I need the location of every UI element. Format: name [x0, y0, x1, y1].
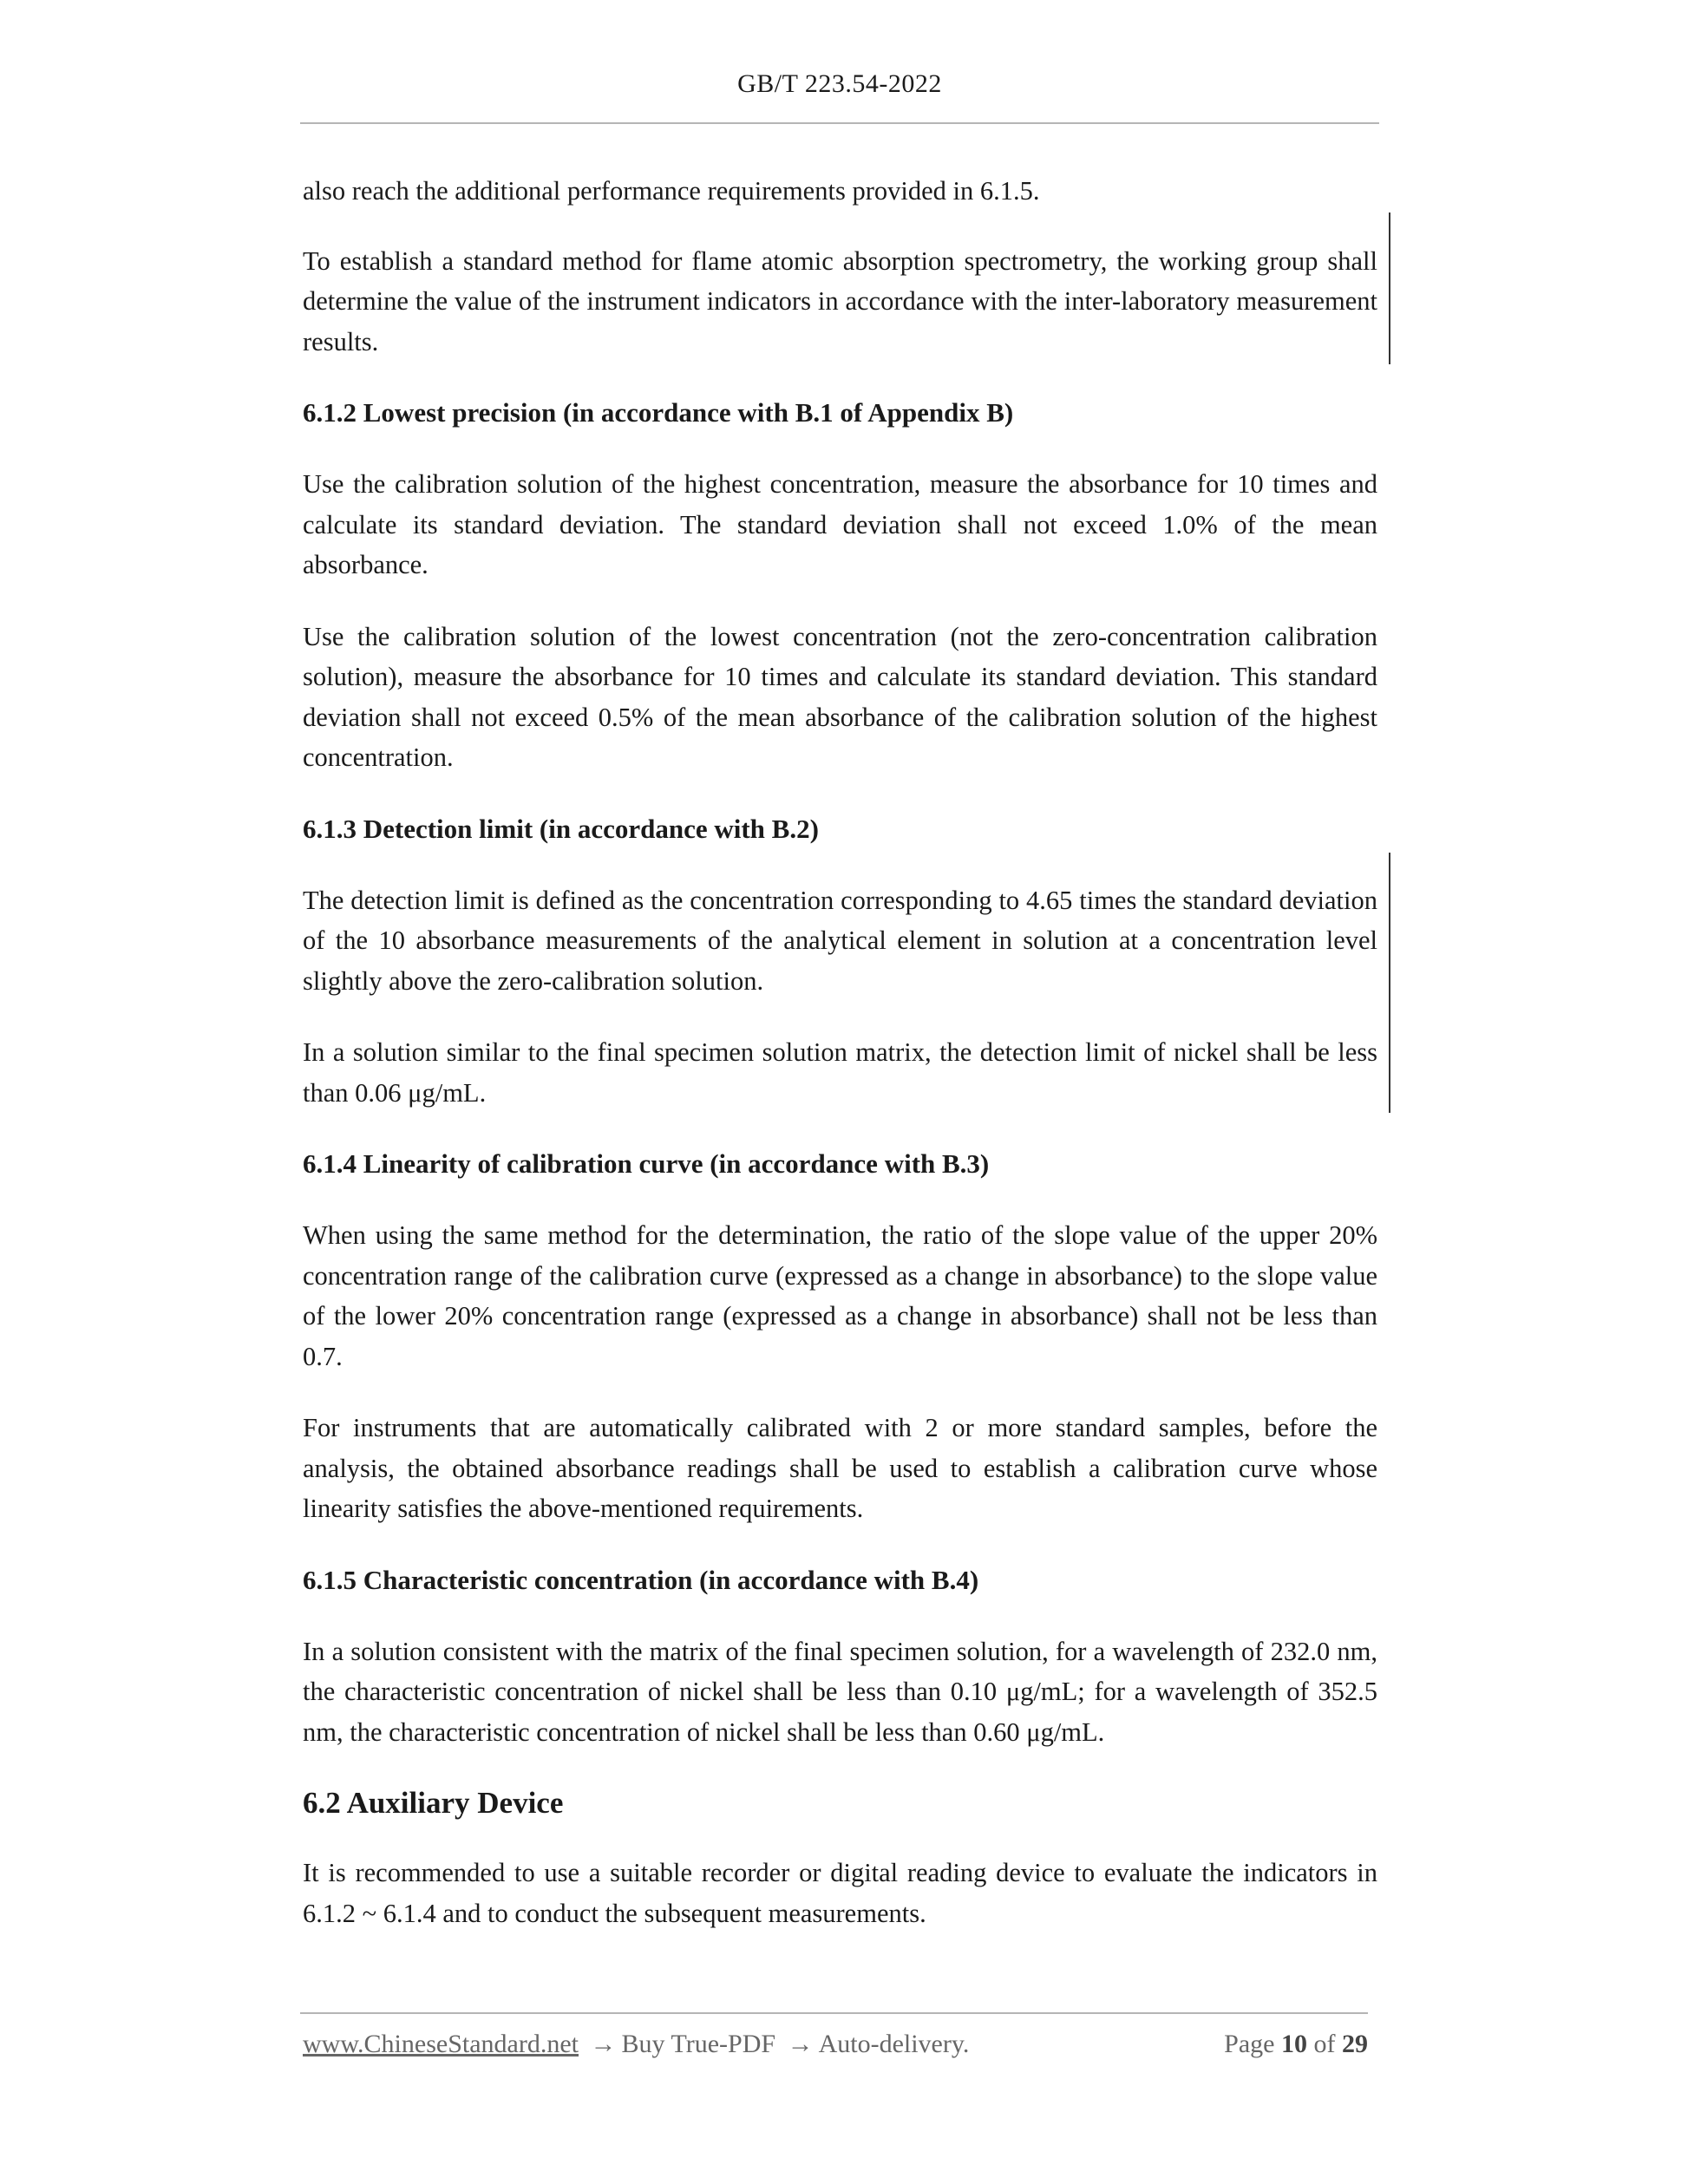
- paragraph: Use the calibration solution of the lowest concentration (not the zero-concentration calibration solution), measure the absorbance for 10 times and calculate its standard deviation. This standard deviation shall not exceed 0.5% of the mean absorbance of the calibration solution of the highest concentration.: [303, 621, 1377, 772]
- footer-promo: [303, 2030, 969, 2059]
- paragraph: In a solution similar to the final specimen solution matrix, the detection limit of nickel shall be less than 0.06 μg/mL.: [303, 1037, 1377, 1108]
- footer-divider: [300, 2012, 1368, 2014]
- page-footer: [303, 2030, 1368, 2059]
- header-divider: [300, 122, 1379, 124]
- paragraph: When using the same method for the determination, the ratio of the slope value of the upper 20% concentration range of the calibration curve (expressed as a change in absorbance) to the slope value of the lower 20% concentration range (expressed as a change in absorbance) shall not be less than 0.7.: [303, 1220, 1377, 1371]
- page-total: 29: [1342, 2030, 1368, 2058]
- arrow-right-icon: →: [787, 2030, 814, 2058]
- site-link[interactable]: www.ChineseStandard.net: [303, 2030, 579, 2058]
- page-word: Page: [1224, 2030, 1275, 2058]
- paragraph: It is recommended to use a suitable recorder or digital reading device to evaluate the indicators in 6.1.2 ~ 6.1.4 and to conduct the subsequent measurements.: [303, 1858, 1377, 1928]
- section-heading: 6.2 Auxiliary Device: [303, 1786, 564, 1820]
- auto-delivery-text: Auto-delivery.: [818, 2030, 970, 2058]
- page-number: [1224, 2030, 1368, 2059]
- section-heading: 6.1.5 Characteristic concentration (in accordance with B.4): [303, 1564, 979, 1595]
- paragraph: also reach the additional performance requirements provided in 6.1.5.: [303, 176, 1040, 206]
- section-heading: 6.1.3 Detection limit (in accordance with B.2): [303, 813, 819, 844]
- section-heading: 6.1.4 Linearity of calibration curve (in accordance with B.3): [303, 1148, 990, 1179]
- page-current: 10: [1281, 2030, 1307, 2058]
- buy-pdf-text: Buy True-PDF: [621, 2030, 776, 2058]
- paragraph: For instruments that are automatically calibrated with 2 or more standard samples, before the analysis, the obtained absorbance readings shall be used to establish a calibration curve whose linearity satisfies the above-mentioned requirements.: [303, 1413, 1377, 1523]
- section-heading: 6.1.2 Lowest precision (in accordance with B.1 of Appendix B): [303, 397, 1014, 428]
- document-body: [303, 171, 1377, 1965]
- change-bar: [1389, 213, 1390, 364]
- running-header: GB/T 223.54-2022: [737, 69, 942, 98]
- paragraph: The detection limit is defined as the concentration corresponding to 4.65 times the standard deviation of the 10 absorbance measurements of the analytical element in solution at a concentration level slightly above the zero-calibration solution.: [303, 885, 1377, 996]
- paragraph: In a solution consistent with the matrix of the final specimen solution, for a wavelength of 232.0 nm, the characteristic concentration of nickel shall be less than 0.10 μg/mL; for a wavelength of 352.5 nm, the characteristic concentration of nickel shall be less than 0.60 μg/mL.: [303, 1636, 1377, 1747]
- change-bar: [1389, 853, 1390, 1113]
- paragraph: Use the calibration solution of the highest concentration, measure the absorbance for 10 times and calculate its standard deviation. The standard deviation shall not exceed 1.0% of the mean absorbance.: [303, 469, 1377, 579]
- paragraph: To establish a standard method for flame atomic absorption spectrometry, the working group shall determine the value of the instrument indicators in accordance with the inter-laboratory measurement results.: [303, 245, 1377, 356]
- arrow-right-icon: →: [590, 2030, 617, 2058]
- of-word: of: [1313, 2030, 1336, 2058]
